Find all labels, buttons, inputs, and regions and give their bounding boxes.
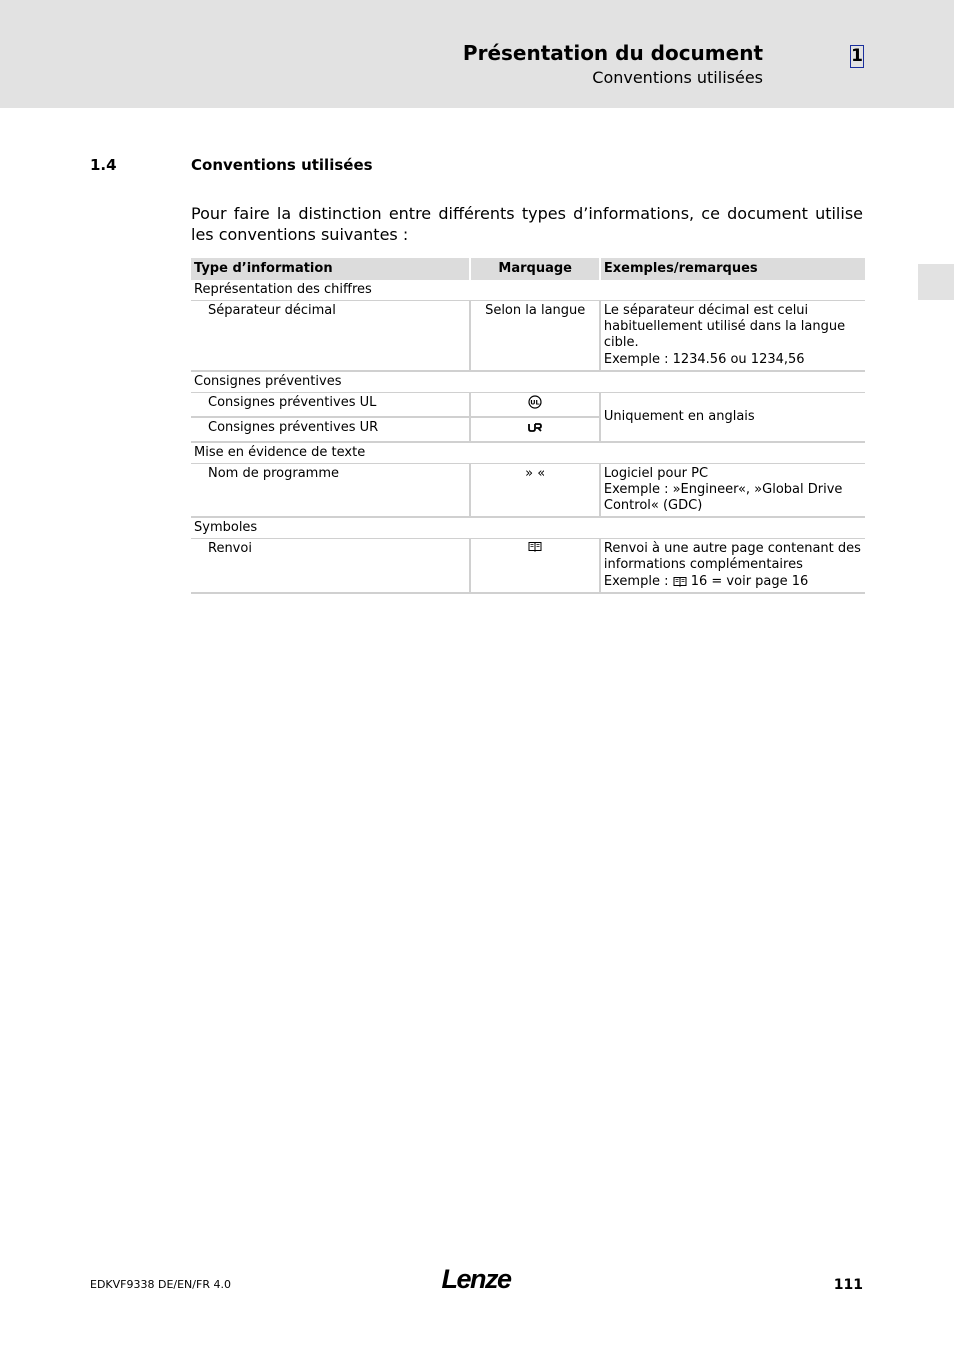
group-numbers: Représentation des chiffres: [191, 280, 865, 301]
side-tab: [918, 264, 954, 300]
book-icon: [528, 541, 542, 552]
table-row: [191, 301, 865, 372]
remark-reference-suffix: 16 = voir page 16: [690, 574, 809, 589]
page-number: 111: [833, 1277, 863, 1293]
row-marking-program: » «: [470, 464, 599, 518]
group-symbols: Symboles: [191, 517, 865, 539]
row-remark-program: [600, 464, 865, 518]
book-icon: [673, 576, 687, 587]
footer-doc-id: EDKVF9338 DE/EN/FR 4.0: [90, 1278, 231, 1291]
row-remark-ul-ur: Uniquement en anglais: [600, 393, 865, 443]
row-marking-decimal: Selon la langue: [470, 301, 599, 372]
header-examples: Exemples/remarques: [600, 258, 865, 280]
svg-text:UL: UL: [530, 398, 540, 407]
conventions-table: [191, 258, 865, 594]
section-number: 1.4: [90, 156, 117, 174]
remark-reference-prefix: Exemple :: [603, 574, 669, 589]
chapter-number[interactable]: 1: [851, 46, 863, 66]
row-label-program: Nom de programme: [191, 464, 470, 518]
row-marking-ur: [470, 417, 599, 442]
table-header-row: [191, 258, 865, 280]
remark-program-1: Logiciel pour PC: [603, 466, 709, 481]
intro-paragraph: Pour faire la distinction entre différents types d’informations, ce document utilise les conventions suivantes :: [191, 204, 863, 244]
table-row: [191, 393, 865, 418]
group-row: [191, 280, 865, 301]
logo-text: Lenze: [441, 1264, 511, 1294]
row-label-ur: Consignes préventives UR: [191, 417, 470, 442]
header-type: Type d’information: [191, 258, 470, 280]
row-label-reference: Renvoi: [191, 539, 470, 594]
group-warnings: Consignes préventives: [191, 371, 865, 393]
row-marking-reference: [470, 539, 599, 594]
remark-reference-1: Renvoi à une autre page contenant des informations complémentaires: [603, 541, 861, 572]
table-row: [191, 539, 865, 594]
header-subtitle: Conventions utilisées: [592, 68, 763, 87]
group-row: [191, 517, 865, 539]
header-marking: Marquage: [470, 258, 599, 280]
remark-program-2: Exemple : »Engineer«, »Global Drive Control« (GDC): [603, 482, 843, 513]
section-title: Conventions utilisées: [191, 156, 373, 174]
row-remark-reference: [600, 539, 865, 594]
page-header: [0, 0, 954, 108]
lenze-logo: [436, 1262, 516, 1296]
ur-recognized-icon: [527, 420, 543, 434]
remark-decimal-1: Le séparateur décimal est celui habituellement utilisé dans la langue cible.: [603, 303, 846, 350]
table-row: [191, 464, 865, 518]
group-row: [191, 371, 865, 393]
group-text: Mise en évidence de texte: [191, 442, 865, 464]
remark-reference-2: [604, 574, 862, 590]
row-label-ul: Consignes préventives UL: [191, 393, 470, 418]
row-label-decimal: Séparateur décimal: [191, 301, 470, 372]
row-remark-decimal: [600, 301, 865, 372]
row-marking-ul: [470, 393, 599, 418]
header-title: Présentation du document: [462, 41, 763, 65]
ul-listed-icon: [528, 395, 542, 409]
remark-decimal-2: Exemple : 1234.56 ou 1234,56: [603, 352, 805, 367]
group-row: [191, 442, 865, 464]
